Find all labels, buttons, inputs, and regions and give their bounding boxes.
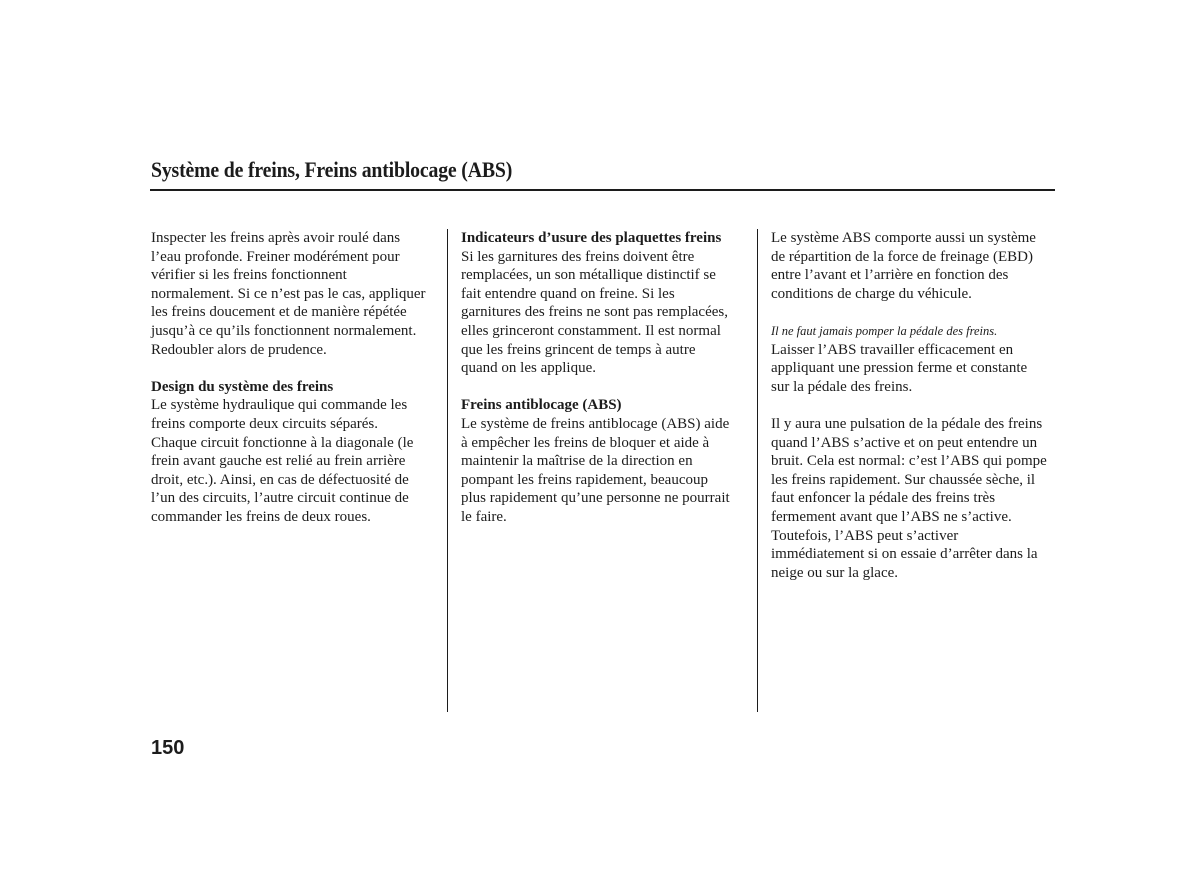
intro-line: les freins doucement et de manière répétée <box>151 304 407 321</box>
pressure-line: appliquant une pression ferme et constante <box>771 360 1028 377</box>
column-left <box>151 229 436 527</box>
wear-line: quand on les applique. <box>461 360 596 377</box>
ebd-line: entre l’avant et l’arrière en fonction des <box>771 267 1009 284</box>
pulsation-line: les freins rapidement. Sur chaussée sèche, il <box>771 471 1036 488</box>
wear-line: remplacées, un son métallique distinctif se <box>461 267 716 284</box>
design-line: Le système hydraulique qui commande les <box>151 397 408 414</box>
design-line: droit, etc.). Ainsi, en cas de défectuosité de <box>151 471 409 488</box>
pressure-line: Laisser l’ABS travailler efficacement en <box>771 341 1014 358</box>
pulsation-line: immédiatement si on essaie d’arrêter dans la <box>771 546 1038 563</box>
page-number: 150 <box>151 737 185 759</box>
paragraph-gap <box>771 396 1056 415</box>
design-line: frein avant gauche est relié au frein arrière <box>151 453 406 470</box>
wear-heading: Indicateurs d’usure des plaquettes freins <box>461 230 722 246</box>
design-line: l’un des circuits, l’autre circuit continue de <box>151 490 409 507</box>
intro-line: vérifier si les freins fonctionnent <box>151 267 347 284</box>
wear-line: fait entendre quand on freine. Si les <box>461 285 675 302</box>
abs-line: pompant les freins rapidement, beaucoup <box>461 471 709 488</box>
intro-line: normalement. Si ce n’est pas le cas, appliquer <box>151 285 426 302</box>
page-title: Système de freins, Freins antiblocage (ABS) <box>151 157 513 182</box>
abs-line: le faire. <box>461 508 507 525</box>
warning-note: Il ne faut jamais pomper la pédale des freins. <box>771 323 998 338</box>
column-right <box>771 229 1056 582</box>
intro-line: Redoubler alors de prudence. <box>151 341 327 358</box>
pulsation-line: faut enfoncer la pédale des freins très <box>771 490 996 507</box>
abs-heading: Freins antiblocage (ABS) <box>461 397 622 414</box>
column-divider <box>447 229 448 712</box>
ebd-line: Le système ABS comporte aussi un système <box>771 230 1036 246</box>
paragraph-gap <box>151 359 436 378</box>
pulsation-line: neige ou sur la glace. <box>771 564 899 581</box>
abs-line: plus rapidement qu’une personne ne pourrait <box>461 490 730 507</box>
design-heading: Design du système des freins <box>151 378 334 395</box>
wear-line: Si les garnitures des freins doivent être <box>461 248 695 265</box>
column-middle <box>461 229 746 527</box>
wear-line: elles grinceront constamment. Il est normal <box>461 322 721 339</box>
column-divider <box>757 229 758 712</box>
intro-line: Inspecter les freins après avoir roulé dans <box>151 230 401 246</box>
pulsation-line: Il y aura une pulsation de la pédale des freins <box>771 415 1043 432</box>
wear-line: garnitures des freins ne sont pas remplacées, <box>461 304 728 321</box>
intro-line: jusqu’à ce qu’ils fonctionnent normalement. <box>151 322 417 339</box>
abs-line: maintenir la maîtrise de la direction en <box>461 453 693 470</box>
design-line: freins comporte deux circuits séparés. <box>151 415 378 432</box>
paragraph-gap <box>461 378 746 397</box>
ebd-line: conditions de charge du véhicule. <box>771 285 972 302</box>
paragraph-gap <box>771 303 1056 322</box>
design-line: commander les freins de deux roues. <box>151 508 371 525</box>
abs-line: Le système de freins antiblocage (ABS) aide <box>461 415 730 432</box>
pulsation-line: fermement avant que l’ABS ne s’active. <box>771 508 1012 525</box>
wear-line: que les freins grincent de temps à autre <box>461 341 696 358</box>
pulsation-line: quand l’ABS s’active et on peut entendre un <box>771 434 1038 451</box>
pressure-line: sur la pédale des freins. <box>771 378 913 395</box>
pulsation-line: bruit. Cela est normal: c’est l’ABS qui pompe <box>771 453 1047 470</box>
design-line: Chaque circuit fonctionne à la diagonale (le <box>151 434 414 451</box>
abs-line: à empêcher les freins de bloquer et aide à <box>461 434 710 451</box>
intro-line: l’eau profonde. Freiner modérément pour <box>151 248 400 265</box>
ebd-line: de répartition de la force de freinage (EBD) <box>771 248 1033 265</box>
title-rule <box>150 189 1055 191</box>
pulsation-line: Toutefois, l’ABS peut s’activer <box>771 527 959 544</box>
